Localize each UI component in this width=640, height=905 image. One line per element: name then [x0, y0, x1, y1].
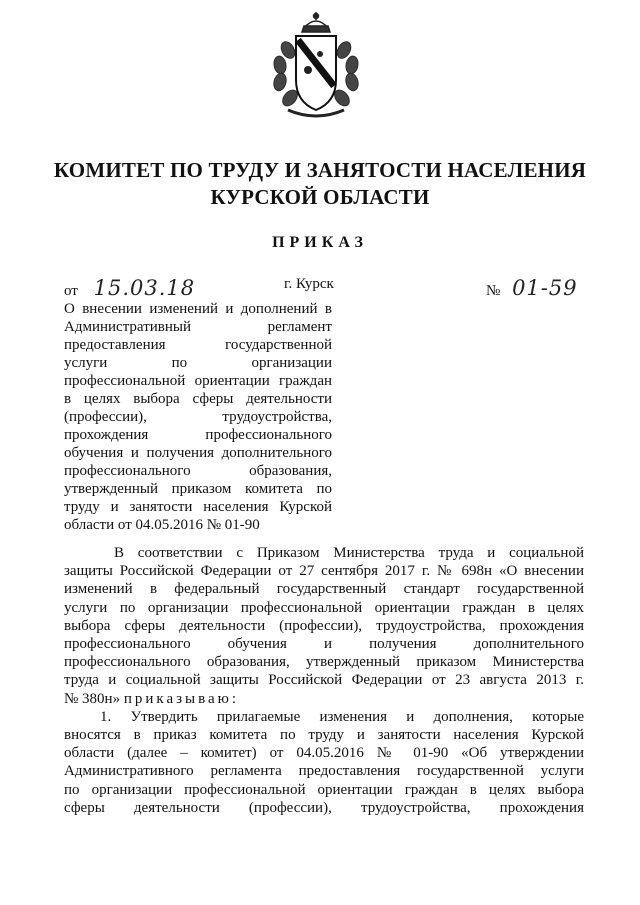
body-line: выбора сферы деятельности (профессии), трудоустройства, прохождения — [64, 617, 584, 634]
body-line: сферы деятельности (профессии), трудоустройства, прохождения — [64, 799, 584, 816]
body-line: защиты Российской Федерации от 27 сентября 2017 г. № 698н «О внесении — [64, 563, 584, 580]
body-line: 1. Утвердить прилагаемые изменения и дополнения, которые — [100, 708, 584, 725]
subject-line: О внесении изменений и дополнений в — [64, 301, 332, 317]
subject-line: области от 04.05.2016 № 01-90 — [64, 517, 260, 533]
number-handwritten: 01-59 — [512, 276, 578, 300]
body-line: вносятся в приказ комитета по труду и занятости населения Курской — [64, 727, 584, 744]
subject-line: прохождения профессионального — [64, 427, 332, 443]
date-handwritten: 15.03.18 — [93, 276, 196, 300]
subject-line: в целях выбора сферы деятельности — [64, 391, 332, 407]
body-line: изменений в федеральный государственный стандарт государственной — [64, 581, 584, 598]
number-prefix: № — [486, 283, 501, 299]
subject-line: (профессии), трудоустройства, — [64, 409, 332, 425]
date-block — [64, 276, 195, 300]
body-line: В соответствии с Приказом Министерства труда и социальной — [114, 545, 584, 561]
subject-line: профессиональной ориентации граждан — [64, 373, 332, 389]
document-type: ПРИКАЗ — [272, 234, 368, 251]
organization-title-line1: КОМИТЕТ ПО ТРУДУ И ЗАНЯТОСТИ НАСЕЛЕНИЯ — [53, 158, 587, 182]
body-line-order — [64, 690, 584, 708]
subject-block — [64, 300, 332, 534]
body-line: Административного регламента предоставления государственной услуги — [64, 763, 584, 780]
organization-title — [40, 157, 600, 211]
subject-line: предоставления государственной — [64, 337, 332, 353]
order-prefix: № 380н» — [64, 690, 124, 707]
body-line: по организации профессиональной ориентации граждан в целях выбора — [64, 781, 584, 798]
body-line: услуги по организации профессиональной ориентации граждан в целях — [64, 599, 584, 616]
body-text — [64, 544, 584, 817]
body-line: области (далее – комитет) от 04.05.2016 № 01-90 «Об утверждении — [64, 745, 584, 762]
order-word: приказываю: — [123, 690, 240, 707]
subject-line: труду и занятости населения Курской — [64, 499, 332, 515]
subject-line: обучения и получения дополнительного — [64, 445, 332, 461]
subject-line: услуги по организации — [64, 355, 332, 371]
subject-line: Административный регламент — [64, 319, 332, 335]
date-prefix: от — [64, 283, 78, 299]
organization-title-line2: КУРСКОЙ ОБЛАСТИ — [210, 185, 430, 209]
coat-of-arms-emblem — [258, 10, 374, 122]
body-line: труда и социальной защиты Российской Федерации от 23 августа 2013 г. — [64, 672, 584, 689]
body-line: профессионального образования, утвержденный приказом Министерства — [64, 654, 584, 671]
body-line: профессионального обучения и получения дополнительного — [64, 636, 584, 653]
city: г. Курск — [284, 276, 334, 292]
subject-line: профессионального образования, — [64, 463, 332, 479]
subject-line: утвержденный приказом комитета по — [64, 481, 332, 497]
number-block — [486, 276, 578, 300]
